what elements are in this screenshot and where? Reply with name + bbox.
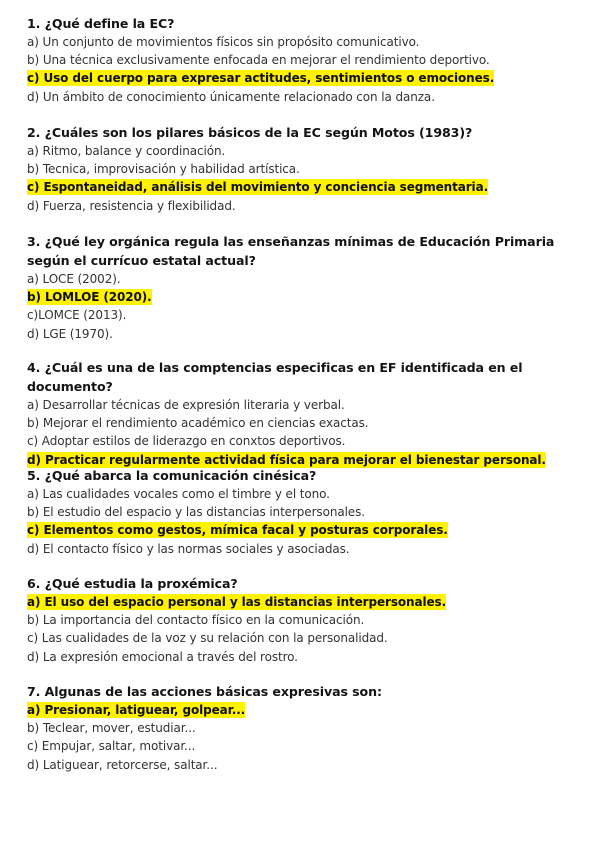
question-7 (27, 682, 587, 774)
option-a: a) LOCE (2002). (27, 272, 121, 286)
option-a: a) Ritmo, balance y coordinación. (27, 144, 226, 158)
question-3 (27, 232, 587, 343)
option-b-correct: b) LOMLOE (2020). (27, 290, 152, 305)
question-5 (27, 466, 587, 558)
option-d-correct: d) Practicar regularmente actividad física para mejorar el bienestar personal. (27, 452, 546, 467)
option-c-correct: c) Uso del cuerpo para expresar actitudes, sentimientos o emociones. (27, 71, 495, 86)
question-title: 2. ¿Cuáles son los pilares básicos de la EC según Motos (1983)? (27, 125, 473, 140)
question-title: 4. ¿Cuál es una de las comptencias especificas en EF identificada en el documento? (27, 360, 523, 394)
option-d: d) Latiguear, retorcerse, saltar... (27, 757, 218, 772)
option-a: a) Las cualidades vocales como el timbre y el tono. (27, 487, 330, 501)
option-a: a) Un conjunto de movimientos físicos sin propósito comunicativo. (27, 35, 420, 49)
option-d: d) La expresión emocional a través del rostro. (27, 649, 298, 664)
question-2 (27, 123, 587, 215)
option-c-correct: c) Elementos como gestos, mímica facal y posturas corporales. (27, 523, 448, 538)
question-title: 7. Algunas de las acciones básicas expresivas son: (27, 684, 382, 699)
option-b: b) Teclear, mover, estudiar... (27, 721, 196, 736)
option-c: c) Empujar, saltar, motivar... (27, 739, 196, 754)
option-c: c) Adoptar estilos de liderazgo en conxtos deportivos. (27, 434, 346, 449)
option-b: b) El estudio del espacio y las distancias interpersonales. (27, 505, 365, 520)
option-b: b) La importancia del contacto físico en la comunicación. (27, 613, 365, 628)
option-b: b) Una técnica exclusivamente enfocada en mejorar el rendimiento deportivo. (27, 53, 490, 68)
option-b: b) Mejorar el rendimiento académico en ciencias exactas. (27, 416, 369, 431)
option-d: d) El contacto físico y las normas sociales y asociadas. (27, 541, 350, 556)
question-4 (27, 358, 587, 469)
option-c: c) Las cualidades de la voz y su relación con la personalidad. (27, 631, 388, 646)
option-c: c)LOMCE (2013). (27, 308, 127, 323)
option-d: d) Fuerza, resistencia y flexibilidad. (27, 198, 236, 213)
option-a-correct: a) Presionar, latiguear, golpear... (27, 703, 246, 717)
question-1 (27, 14, 587, 106)
option-c-correct: c) Espontaneidad, análisis del movimiento y conciencia segmentaria. (27, 180, 489, 195)
option-d: d) Un ámbito de conocimiento únicamente relacionado con la danza. (27, 89, 435, 104)
question-6 (27, 574, 587, 666)
option-a-correct: a) El uso del espacio personal y las distancias interpersonales. (27, 595, 447, 609)
question-title: 5. ¿Qué abarca la comunicación cinésica? (27, 468, 317, 483)
question-title: 1. ¿Qué define la EC? (27, 16, 175, 31)
option-d: d) LGE (1970). (27, 326, 113, 341)
option-a: a) Desarrollar técnicas de expresión literaria y verbal. (27, 398, 345, 412)
question-title: 6. ¿Qué estudia la proxémica? (27, 576, 238, 591)
question-title: 3. ¿Qué ley orgánica regula las enseñanzas mínimas de Educación Primaria según el currícuo estatal actual? (27, 234, 555, 268)
option-b: b) Tecnica, improvisación y habilidad artística. (27, 162, 300, 177)
